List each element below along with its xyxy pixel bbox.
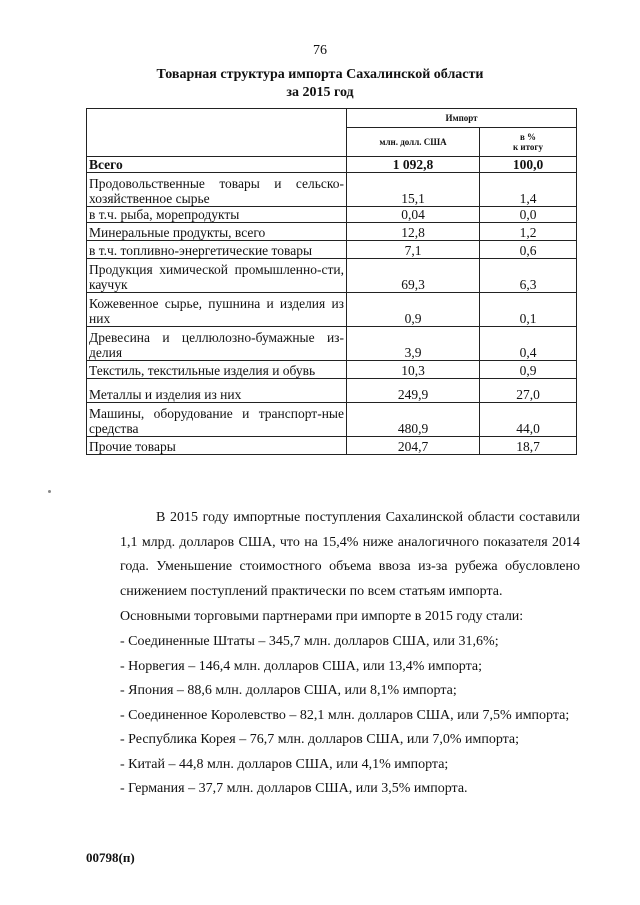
column-header-share-line-2: к итогу bbox=[512, 142, 543, 152]
row-share-cell: 0,6 bbox=[480, 241, 577, 259]
table-row bbox=[87, 223, 577, 241]
row-share-cell: 44,0 bbox=[480, 403, 577, 437]
column-header-share-line-1: в % bbox=[519, 132, 537, 142]
row-name-cell: в т.ч. топливно-энергетические товары bbox=[87, 241, 347, 259]
paragraph-partners-intro-text: Основными торговыми партнерами при импорте в 2015 году стали: bbox=[120, 609, 524, 624]
row-value-cell: 3,9 bbox=[347, 327, 480, 361]
paragraph-partners-intro bbox=[120, 605, 580, 630]
row-value-cell: 480,9 bbox=[347, 403, 480, 437]
list-item: - Соединенное Королевство – 82,1 млн. долларов США, или 7,5% импорта; bbox=[120, 707, 570, 723]
paragraph-import-summary: В 2015 году импортные поступления Сахалинской области составили 1,1 млрд. долларов США, что на 15,4% ниже аналогичного показателя 2014 года. Уменьшение стоимостного объема ввоза из-за рубежа обусловлено снижением поступлений практически по всем статьям импорта. bbox=[120, 510, 580, 599]
table-row bbox=[87, 293, 577, 327]
table-row bbox=[87, 403, 577, 437]
list-item: - Норвегия – 146,4 млн. долларов США, или 13,4% импорта; bbox=[120, 658, 483, 674]
list-item: - Соединенные Штаты – 345,7 млн. долларов США, или 31,6%; bbox=[120, 634, 499, 649]
row-share-cell: 18,7 bbox=[480, 437, 577, 455]
row-name-cell: в т.ч. рыба, морепродукты bbox=[87, 207, 347, 223]
table-corner-cell bbox=[87, 109, 347, 157]
table-row bbox=[87, 259, 577, 293]
row-value-cell: 204,7 bbox=[347, 437, 480, 455]
footer-code: 00798(п) bbox=[86, 850, 135, 865]
table-row bbox=[87, 379, 577, 403]
row-share-cell: 0,1 bbox=[480, 293, 577, 327]
row-share-cell: 1,2 bbox=[480, 223, 577, 241]
table-row bbox=[87, 207, 577, 223]
row-name-cell: Машины, оборудование и транспорт-ные средства bbox=[87, 403, 347, 437]
title-line-1: Товарная структура импорта Сахалинской области bbox=[156, 67, 484, 82]
row-value-cell: 15,1 bbox=[347, 173, 480, 207]
table-row bbox=[87, 241, 577, 259]
row-value-cell: 0,9 bbox=[347, 293, 480, 327]
row-value-cell: 10,3 bbox=[347, 361, 480, 379]
table-row bbox=[87, 437, 577, 455]
table-row bbox=[87, 157, 577, 173]
column-header-value: млн. долл. США bbox=[347, 128, 480, 157]
row-share-cell: 0,4 bbox=[480, 327, 577, 361]
list-item: - Республика Корея – 76,7 млн. долларов США, или 7,0% импорта; bbox=[120, 732, 520, 747]
group-header-import: Импорт bbox=[347, 109, 577, 128]
list-item: - Китай – 44,8 млн. долларов США, или 4,1% импорта; bbox=[120, 756, 449, 772]
row-name-cell: Минеральные продукты, всего bbox=[87, 223, 347, 241]
title-line-2: за 2015 год bbox=[286, 85, 354, 100]
row-name-cell: Прочие товары bbox=[87, 437, 347, 455]
row-share-cell: 0,0 bbox=[480, 207, 577, 223]
table-row bbox=[87, 327, 577, 361]
row-value-cell: 69,3 bbox=[347, 259, 480, 293]
table-body bbox=[87, 157, 577, 455]
row-name-cell: Текстиль, текстильные изделия и обувь bbox=[87, 361, 347, 379]
table-row bbox=[87, 173, 577, 207]
row-name-cell: Продовольственные товары и сельско-хозяйственное сырье bbox=[87, 173, 347, 207]
row-share-cell: 6,3 bbox=[480, 259, 577, 293]
table-row bbox=[87, 361, 577, 379]
row-value-cell: 249,9 bbox=[347, 379, 480, 403]
page-number: 76 bbox=[313, 43, 327, 58]
list-item: - Япония – 88,6 млн. долларов США, или 8,1% импорта; bbox=[120, 683, 457, 698]
column-header-share bbox=[480, 128, 577, 157]
page-title bbox=[120, 66, 520, 102]
row-name-cell: Металлы и изделия из них bbox=[87, 379, 347, 403]
row-name-cell: Древесина и целлюлозно-бумажные из-делия bbox=[87, 327, 347, 361]
margin-dot bbox=[48, 490, 51, 493]
row-value-cell: 0,04 bbox=[347, 207, 480, 223]
row-share-cell: 100,0 bbox=[480, 157, 577, 173]
row-value-cell: 7,1 bbox=[347, 241, 480, 259]
row-name-cell: Кожевенное сырье, пушнина и изделия из них bbox=[87, 293, 347, 327]
row-share-cell: 1,4 bbox=[480, 173, 577, 207]
row-value-cell: 1 092,8 bbox=[347, 157, 480, 173]
import-structure-table bbox=[86, 108, 577, 455]
partners-list bbox=[120, 630, 580, 802]
row-value-cell: 12,8 bbox=[347, 223, 480, 241]
row-name-cell: Всего bbox=[87, 157, 347, 173]
row-share-cell: 0,9 bbox=[480, 361, 577, 379]
row-name-cell: Продукция химической промышленно-сти, каучук bbox=[87, 259, 347, 293]
list-item: - Германия – 37,7 млн. долларов США, или 3,5% импорта. bbox=[120, 781, 468, 796]
row-share-cell: 27,0 bbox=[480, 379, 577, 403]
